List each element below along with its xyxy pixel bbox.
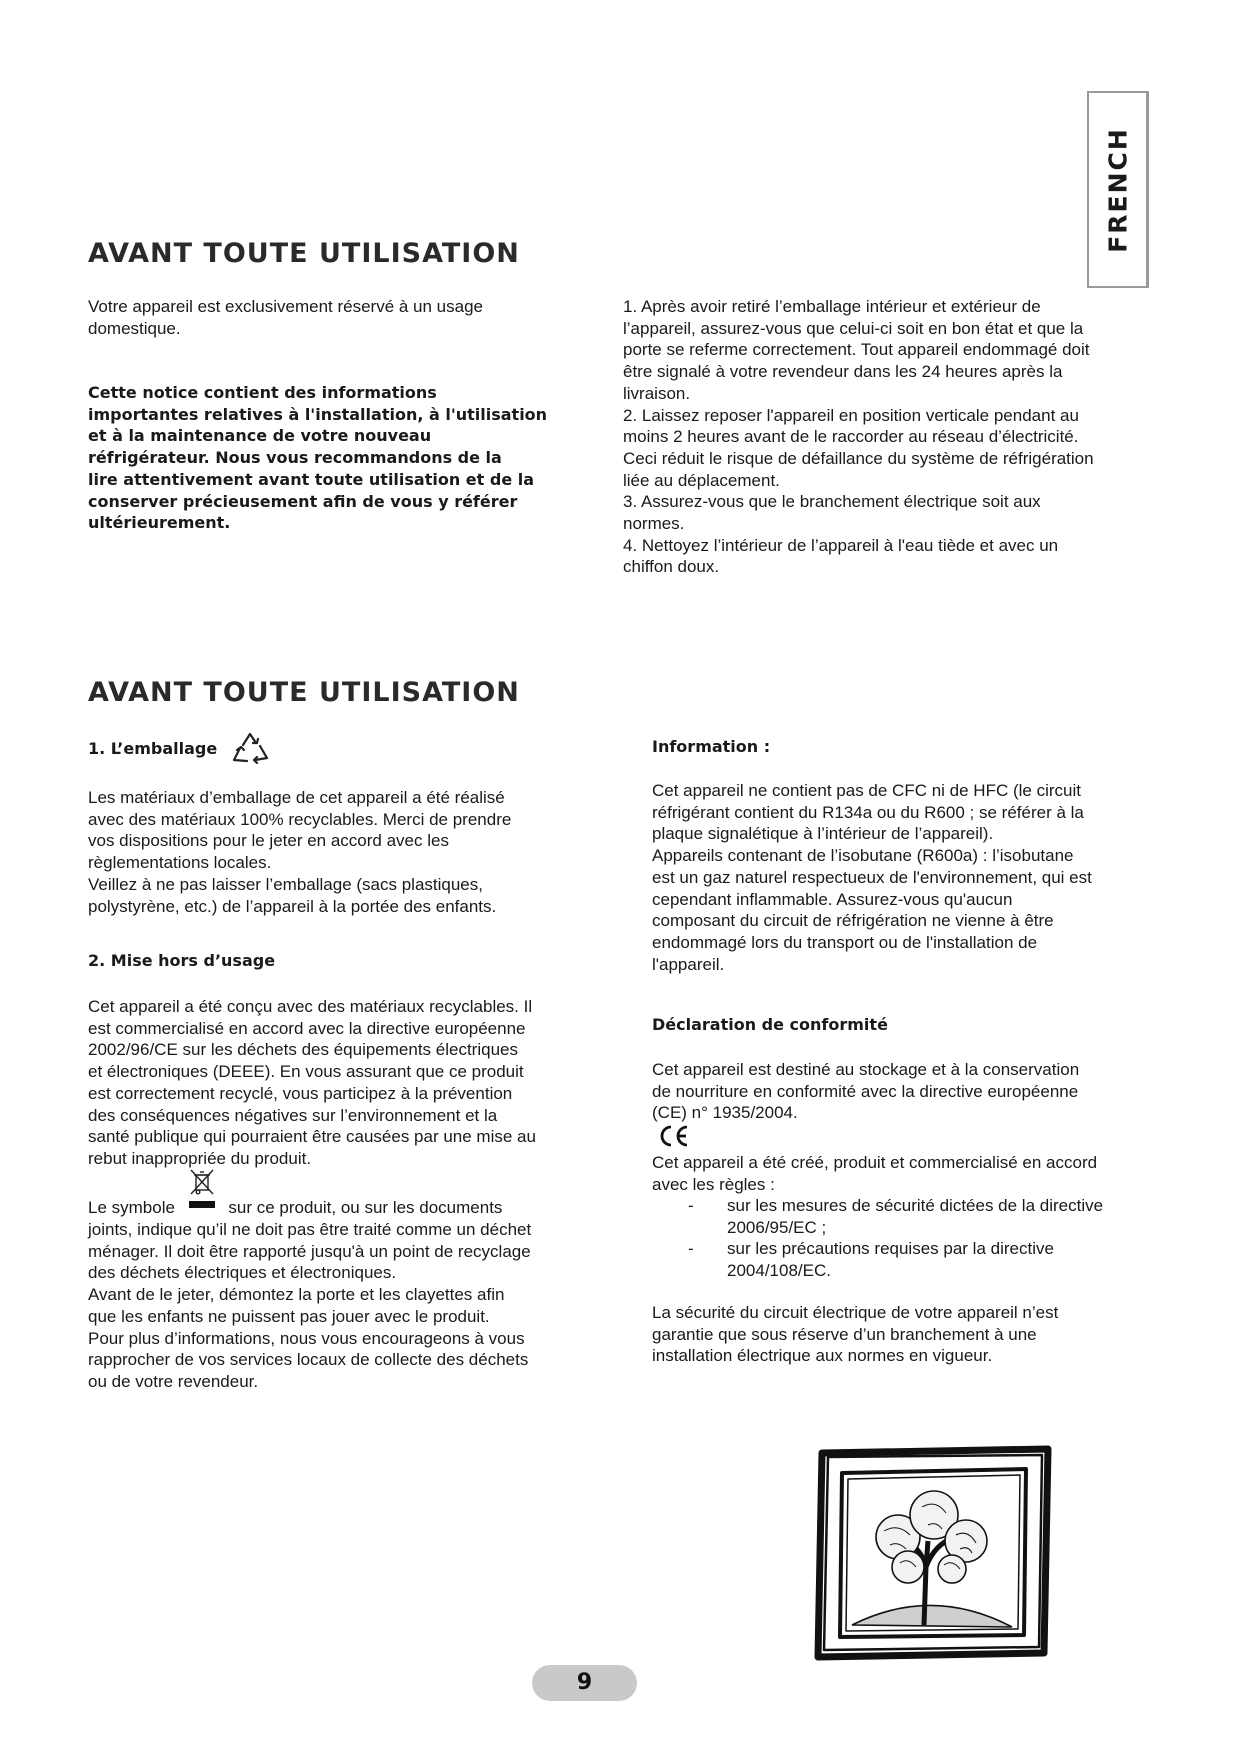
information-heading: Information : [652, 737, 771, 756]
intro-text: Votre appareil est exclusivement réservé à un usage domestique. [88, 297, 484, 338]
directive-item: - sur les mesures de sécurité dictées de la directive 2006/95/EC ; [652, 1195, 1172, 1238]
recycle-icon [231, 731, 269, 765]
notice-text: Cette notice contient des informations importantes relatives à l'installation, à l'utilisation et à la maintenance de votre nouveau réfrigérateur. Nous vous recommandons de la lire attentivement avant toute utilisation et de la conserver précieusement afin de vous y référer ultérieurement. [88, 383, 548, 533]
conformity-text: Cet appareil est destiné au stockage et à la conservation de nourriture en conformité avec la directive européenne (CE) n° 1935/2004. [652, 1060, 1080, 1123]
packaging-heading: 1. L’emballage [88, 738, 218, 758]
information-text: Cet appareil ne contient pas de CFC ni de HFC (le circuit réfrigérant contient du R134a ou du R600 ; se référer à la plaque signalétique à l’intérieur de l’appareil). Appareils contenant de l’isobutane (R600a) : l’isobutane est un gaz naturel respectueux de l'environnement, qui est cependant inflammable. Assurez-vous qu'aucun composant du circuit de réfrigération ne vienne à être endommagé lors du transport ou de l'installation de l'appareil. [652, 781, 1092, 974]
language-tab [1087, 91, 1149, 288]
disposal-text-continued: joints, indique qu’il ne doit pas être traité comme un déchet ménager. Il doit être rapporté jusqu'à un point de recyclage des déchets électriques et électroniques. Avant de le jeter, démontez la porte et les clayettes afin que les enfants ne puissent pas jouer avec le produit. Pour plus d’informations, nous vous encourageons à vous rapprocher de vos services locaux de collecte des déchets ou de votre revendeur. [88, 1220, 532, 1391]
directive-item: - sur les précautions requises par la directive 2004/108/EC. [652, 1238, 1172, 1281]
section1-title: AVANT TOUTE UTILISATION [88, 238, 520, 269]
section2-title: AVANT TOUTE UTILISATION [88, 677, 520, 708]
disposal-heading: 2. Mise hors d’usage [88, 951, 276, 970]
weee-text-after: sur ce produit, ou sur les documents [228, 1198, 503, 1217]
packaging-text: Les matériaux d’emballage de cet appareil a été réalisé avec des matériaux 100% recyclables. Merci de prendre vos dispositions pour le jeter en accord avec les règlementations locales. Veillez à ne pas laisser l’emballage (sacs plastiques, polystyrène, etc.) de l’appareil à la portée des enfants. [88, 788, 512, 916]
ce-mark-icon [656, 1124, 690, 1148]
page-number: 9 [532, 1665, 637, 1701]
conformity-heading: Déclaration de conformité [652, 1015, 888, 1034]
weee-symbol-line [88, 1197, 608, 1219]
crossed-out-bin-icon [184, 1197, 220, 1217]
tree-illustration [812, 1445, 1057, 1665]
language-label: FRENCH [1103, 126, 1132, 253]
packaging-heading-row [88, 732, 269, 764]
conformity-rules-intro: Cet appareil a été créé, produit et commercialisé en accord avec les règles : [652, 1153, 1098, 1194]
preparation-steps: 1. Après avoir retiré l’emballage intérieur et extérieur de l’appareil, assurez-vous que celui-ci soit en bon état et que la porte se referme correctement. Tout appareil endommagé doit être signalé à votre revendeur dans les 24 heures après la livraison. 2. Laissez reposer l'appareil en position verticale pendant au moins 2 heures avant de le raccorder au réseau d’électricité. Ceci réduit le risque de défaillance du système de réfrigération liée au déplacement. 3. Assurez-vous que le branchement électrique soit aux normes. 4. Nettoyez l’intérieur de l’appareil à l'eau tiède et avec un chiffon doux. [623, 297, 1094, 577]
directive-list [652, 1195, 1172, 1282]
weee-text-before: Le symbole [88, 1198, 175, 1217]
electrical-safety-text: La sécurité du circuit électrique de votre appareil n’est garantie que sous réserve d’un branchement à une installation électrique aux normes en vigueur. [652, 1303, 1059, 1366]
disposal-text: Cet appareil a été conçu avec des matériaux recyclables. Il est commercialisé en accord avec la directive européenne 2002/96/CE sur les déchets des équipements électriques et électroniques (DEEE). En vous assurant que ce produit est correctement recyclé, vous participez à la prévention des conséquences négatives sur l’environnement et la santé publique qui pourraient être causées par une mise au rebut inappropriée du produit. [88, 997, 536, 1168]
